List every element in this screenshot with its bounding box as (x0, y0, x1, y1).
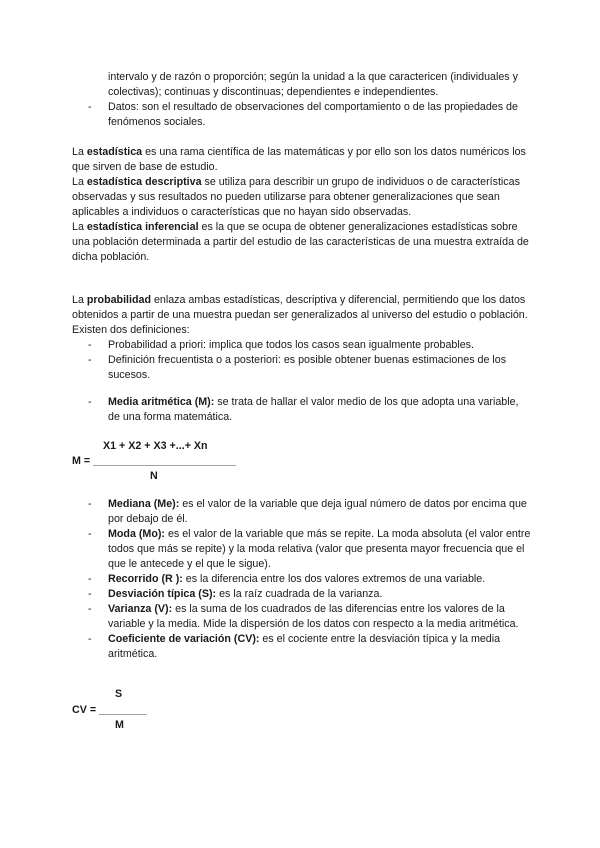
paragraph-descriptiva: La estadística descriptiva se utiliza para describir un grupo de individuos o de características observadas y sus resultados no pueden utilizarse para obtener generalizaciones que sean aplicables a individuos o características que no hayan sido observadas. (72, 176, 520, 218)
list-item (72, 338, 532, 353)
bullet-dash: - (88, 396, 92, 408)
paragraph-inferencial: La estadística inferencial es la que se ocupa de obtener generalizaciones estadísticas sobre una población determinada a partir del estudio de las características de una muestra extraída de dicha población. (72, 221, 529, 263)
term: Recorrido (R ): (108, 573, 183, 585)
bullet-dash: - (88, 339, 92, 351)
term-inferencial: estadística inferencial (86, 221, 199, 233)
list-item-text: Definición frecuentista o a posteriori: es posible obtener buenas estimaciones de los sucesos. (108, 354, 507, 381)
list-item-text: Probabilidad a priori: implica que todos los casos sean igualmente probables. (108, 339, 474, 351)
bullet-dash: - (88, 354, 92, 366)
probabilidad-section (72, 293, 532, 383)
paragraph-estadistica: La estadística es una rama científica de las matemáticas y por ello son los datos numéricos los que sirven de base de estudio. (72, 146, 526, 173)
list-item-datos (72, 100, 532, 130)
formula-cv-numerator: S (115, 688, 123, 700)
list-item: - Desviación típica (S): es la raíz cuadrada de la varianza. (88, 588, 383, 600)
bullet-dash: - (88, 101, 92, 113)
list-continuation: intervalo y de razón o proporción; según la unidad a la que caractericen (individuales y colectivas); continuas y discontinuas; dependientes e independientes. (108, 71, 518, 98)
term-estadistica: estadística (86, 146, 143, 158)
list-item: - Recorrido (R ): es la diferencia entre los dos valores extremos de una variable. (88, 573, 486, 585)
formula-cv-fraction-line: CV = ________ (72, 704, 147, 716)
list-item: - Varianza (V): es la suma de los cuadrados de las diferencias entre los valores de la variable y la media. Mide la dispersión de los datos con respecto a la media aritmética. (88, 603, 519, 630)
list-item-text: Datos: son el resultado de observaciones del comportamiento o de las propiedades de fenómenos sociales. (108, 101, 518, 128)
term: Coeficiente de variación (CV): (108, 633, 260, 645)
term-probabilidad: probabilidad (86, 294, 151, 306)
term: Moda (Mo): (108, 528, 165, 540)
formula-m-numerator: X1 + X2 + X3 +...+ Xn (103, 440, 208, 452)
list-item-media: - Media aritmética (M): se trata de hallar el valor medio de los que adopta una variable, de una forma matemática. (88, 396, 519, 423)
estadistica-section (72, 145, 532, 265)
list-top (72, 70, 532, 130)
formula-m-denominator: N (150, 470, 158, 482)
measures-list (72, 497, 532, 662)
list-item: - Mediana (Me): es el valor de la variable que deja igual número de datos por encima que por debajo de él. (88, 498, 527, 525)
list-item: - Moda (Mo): es el valor de la variable que más se repite. La moda absoluta (el valor entre todos que más se repite) y la moda relativa (valor que presenta mayor frecuencia que el que le antecede y el que le sigue). (88, 528, 531, 570)
formula-m-fraction-line: M = ________________________ (72, 455, 236, 467)
term: Varianza (V): (108, 603, 173, 615)
media-section (72, 395, 532, 425)
term-descriptiva: estadística descriptiva (86, 176, 202, 188)
list-item: - Coeficiente de variación (CV): es el cociente entre la desviación típica y la media aritmética. (88, 633, 501, 660)
term: Mediana (Me): (108, 498, 180, 510)
paragraph-probabilidad: La probabilidad enlaza ambas estadísticas, descriptiva y diferencial, permitiendo que los datos obtenidos a partir de una muestra puedan ser generalizados al universo del estudio o población. Existen dos definiciones: (72, 294, 528, 336)
term: Desviación típica (S): (108, 588, 217, 600)
formula-cv-denominator: M (115, 719, 124, 731)
term-media: Media aritmética (M): (108, 396, 215, 408)
list-item (72, 353, 532, 383)
